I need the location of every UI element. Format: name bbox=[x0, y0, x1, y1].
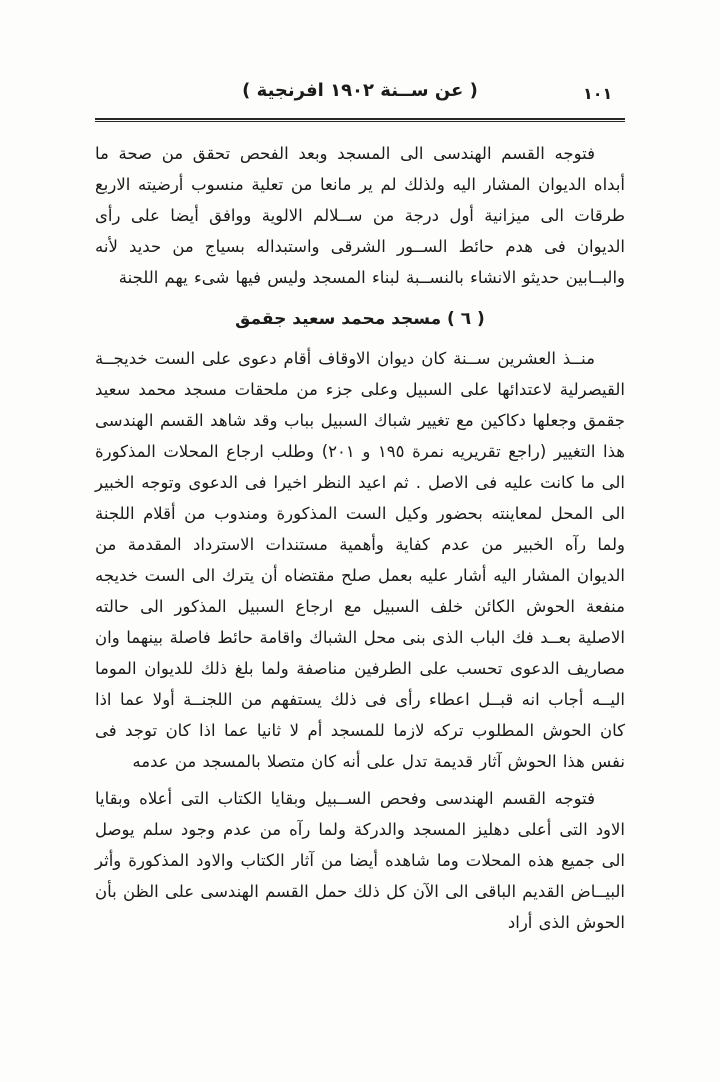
header-rule bbox=[95, 118, 625, 122]
page-header bbox=[95, 80, 625, 114]
header-title: ( عن ســنة ١٩٠٢ افرنجية ) bbox=[242, 80, 478, 101]
section-heading: ( ٦ ) مسجد محمد سعيد جقمق bbox=[235, 309, 485, 329]
paragraph-3: فتوجه القسم الهندسى وفحص الســبيل وبقايا الكتاب التى أعلاه وبقايا الاود التى أعلى دهليز المسجد والدركة ولما رآه من عدم وجود سلم يوصل الى جميع هذه المحلات وما شاهده أيضا من آثار الكتاب والاود المذكورة وأثر البيــاض القديم الباقى الى الآن كل ذلك حمل القسم الهندسى على الظن بأن الحوش الذى أراد bbox=[95, 789, 625, 932]
document-body bbox=[95, 138, 625, 938]
page-number: ١٠١ bbox=[583, 84, 613, 103]
page-content bbox=[95, 80, 625, 944]
paragraph-1: فتوجه القسم الهندسى الى المسجد وبعد الفحص تحقق من صحة ما أبداه الديوان المشار اليه ولذلك لم ير مانعا من تعلية منسوب أرضيته الاربع طرقات الى ميزانية أول درجة من ســلالم الالوية ووافق أيضا على رأى الديوان فى هدم حائط الســور الشرقى واستبداله بسياج من حديد لأنه والبــابين حديثو الانشاء بالنســبة لبناء المسجد وليس فيها شىء يهم اللجنة bbox=[95, 144, 625, 287]
paragraph-2: منــذ العشرين ســنة كان ديوان الاوقاف أقام دعوى على الست خديجــة القيصرلية لاعتدائها على السبيل وعلى جزء من ملحقات مسجد محمد سعيد جقمق وجعلها دكاكين مع تغيير شباك السبيل بباب وقد شاهد القسم الهندسى هذا التغيير (راجع تقريريه نمرة ١٩٥ و ٢٠١) وطلب ارجاع المحلات المذكورة الى ما كانت عليه فى الاصل . ثم اعيد النظر اخيرا فى الدعوى وتوجه الخبير الى المحل لمعاينته بحضور وكيل الست المذكورة ومندوب من أقلام اللجنة ولما رآه الخبير من عدم كفاية وأهمية مستندات الاسترداد المقدمة من الديوان المشار اليه أشار عليه بعمل صلح مقتضاه أن يترك الى الست خديجه منفعة الحوش الكائن خلف السبيل مع ارجاع السبيل المذكور الى حالته الاصلية بعــد فك الباب الذى بنى محل الشباك واقامة حائط فاصلة بينهما وان مصاريف الدعوى تحسب على الطرفين مناصفة ولما بلغ ذلك للديوان الموما اليــه أجاب انه قبــل اعطاء رأى فى ذلك يستفهم من اللجنــة أولا عما اذا كان الحوش المطلوب تركه لازما للمسجد أم لا ثانيا عما اذا كان توجد فى نفس هذا الحوش آثار قديمة تدل على أنه كان متصلا بالمسجد من عدمه bbox=[95, 349, 625, 771]
